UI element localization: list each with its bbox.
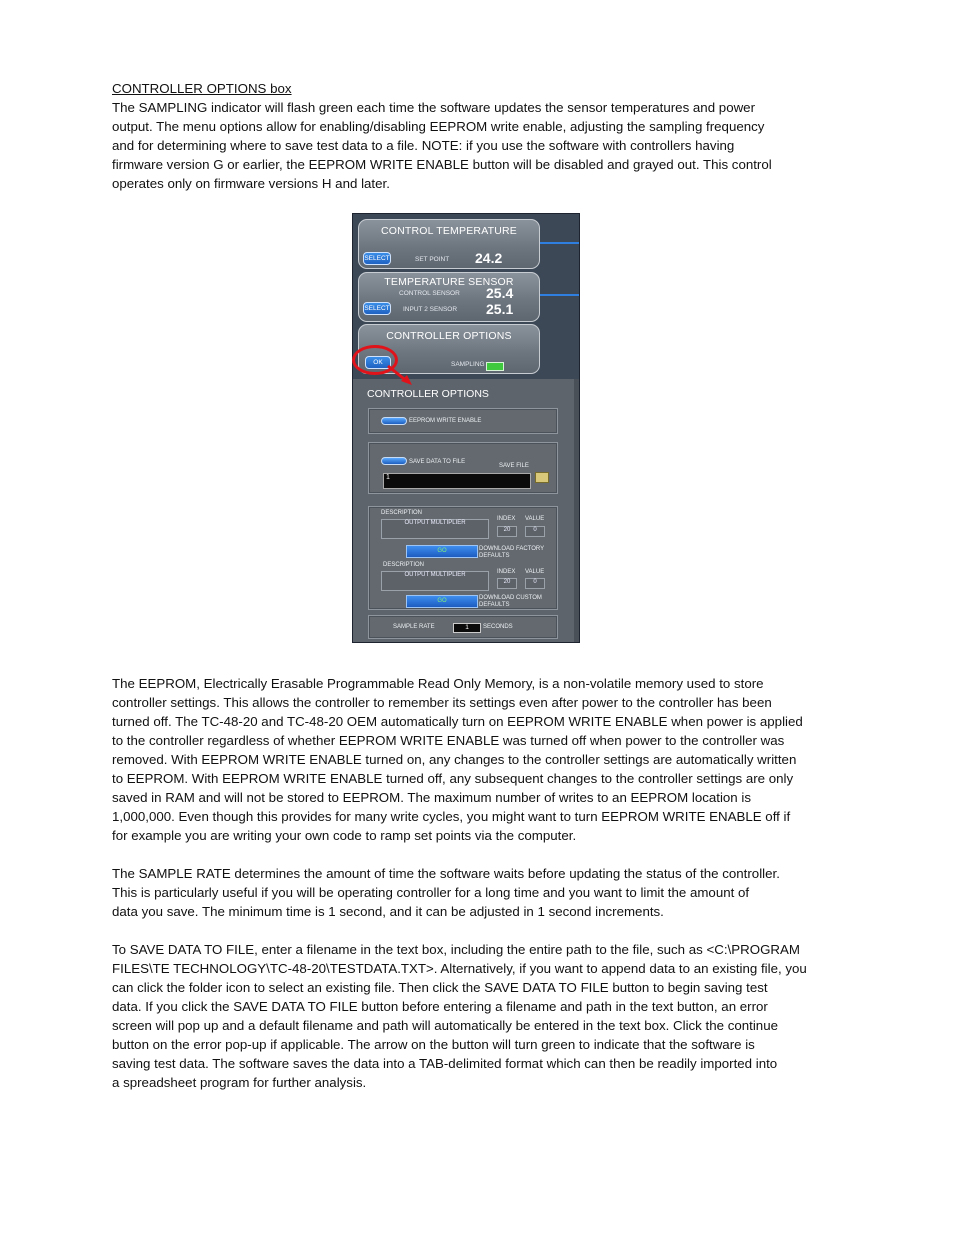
control-temperature-panel bbox=[358, 219, 540, 269]
paragraph-line: saving test data. The software saves the data into a TAB-delimited format which can then be readily imported into bbox=[112, 1056, 778, 1071]
panel-title: CONTROLLER OPTIONS bbox=[386, 330, 512, 342]
description-label: DESCRIPTION bbox=[381, 510, 423, 516]
sample-rate-box bbox=[368, 615, 558, 639]
output-multiplier-text: OUTPUT MULTIPLIER bbox=[404, 572, 466, 578]
download-factory-defaults-label: DOWNLOAD FACTORY DEFAULTS bbox=[479, 546, 545, 559]
sample-rate-input[interactable]: 1 bbox=[453, 623, 481, 633]
value-input[interactable]: 0 bbox=[525, 526, 545, 537]
control-sensor-label: CONTROL SENSOR bbox=[399, 290, 460, 297]
save-data-paragraph bbox=[112, 940, 844, 1092]
intro-line: output. The menu options allow for enabling/disabling EEPROM write enable, adjusting the sampling frequency bbox=[112, 119, 765, 134]
input2-sensor-label: INPUT 2 SENSOR bbox=[403, 306, 458, 313]
output-multiplier-field[interactable] bbox=[381, 571, 489, 591]
description-label: DESCRIPTION bbox=[383, 562, 425, 568]
intro-line: operates only on firmware versions H and later. bbox=[112, 176, 390, 191]
section-heading: CONTROLLER OPTIONS box bbox=[112, 81, 292, 96]
select-button[interactable]: SELECT bbox=[363, 252, 391, 265]
sample-rate-paragraph bbox=[112, 864, 844, 921]
output-multiplier-box bbox=[368, 506, 558, 610]
options-title: CONTROLLER OPTIONS bbox=[367, 388, 489, 400]
paragraph-line: The EEPROM, Electrically Erasable Programmable Read Only Memory, is a non-volatile memory used to store bbox=[112, 676, 764, 691]
paragraph-line: to the controller regardless of whether EEPROM WRITE ENABLE was turned off when power to the controller was bbox=[112, 733, 785, 748]
scrollbar[interactable] bbox=[574, 379, 580, 643]
panel-title: CONTROL TEMPERATURE bbox=[380, 225, 518, 237]
paragraph-line: This is particularly useful if you will be operating controller for a long time and you want to limit the amount of bbox=[112, 885, 750, 900]
paragraph-line: data. If you click the SAVE DATA TO FILE button before entering a filename and path in the text button, an error bbox=[112, 999, 768, 1014]
intro-section bbox=[112, 79, 842, 193]
paragraph-line: To SAVE DATA TO FILE, enter a filename in the text box, including the entire path to the file, such as <C:\PROGRAM bbox=[112, 942, 800, 957]
seconds-label: SECONDS bbox=[483, 624, 513, 630]
paragraph-line: controller settings. This allows the controller to remember its settings even after power to the controller has been bbox=[112, 695, 772, 710]
paragraph-line: saved in RAM and will not be stored to EEPROM. The maximum number of writes to an EEPROM location is bbox=[112, 790, 751, 805]
save-data-label: SAVE DATA TO FILE bbox=[409, 459, 466, 465]
set-point-value: 24.2 bbox=[475, 250, 503, 266]
sampling-indicator bbox=[486, 362, 504, 371]
save-file-label: SAVE FILE bbox=[499, 463, 529, 469]
set-point-label: SET POINT bbox=[415, 256, 450, 263]
eeprom-box bbox=[368, 408, 558, 434]
download-custom-defaults-label: DOWNLOAD CUSTOM DEFAULTS bbox=[479, 595, 542, 608]
sample-rate-label: SAMPLE RATE bbox=[393, 624, 435, 630]
software-screenshot bbox=[352, 213, 580, 643]
eeprom-label: EEPROM WRITE ENABLE bbox=[409, 418, 482, 424]
paragraph-line: The SAMPLE RATE determines the amount of time the software waits before updating the status of the controller. bbox=[112, 866, 780, 881]
paragraph-line: FILES\TE TECHNOLOGY\TC-48-20\TESTDATA.TXT>. Alternatively, if you want to append data to an existing file, you bbox=[112, 961, 807, 976]
control-sensor-value: 25.4 bbox=[486, 285, 514, 301]
value-label: VALUE bbox=[525, 569, 545, 575]
input2-sensor-value: 25.1 bbox=[486, 301, 514, 317]
save-data-box bbox=[368, 442, 558, 494]
paragraph-line: turned off. The TC-48-20 and TC-48-20 OEM automatically turn on EEPROM WRITE ENABLE when power is applied bbox=[112, 714, 803, 729]
index-input[interactable]: 20 bbox=[497, 526, 517, 537]
intro-line: The SAMPLING indicator will flash green each time the software updates the sensor temperatures and power bbox=[112, 100, 756, 115]
paragraph-line: for example you are writing your own code to ramp set points via the computer. bbox=[112, 828, 577, 843]
value-label: VALUE bbox=[525, 516, 545, 522]
divider-line bbox=[539, 242, 579, 244]
intro-line: and for determining where to save test data to a file. NOTE: if you use the software with controllers having bbox=[112, 138, 735, 153]
ok-button[interactable]: OK bbox=[365, 356, 391, 369]
eeprom-paragraph bbox=[112, 674, 844, 845]
output-multiplier-field[interactable] bbox=[381, 519, 489, 539]
divider-line bbox=[539, 294, 579, 296]
go-button[interactable]: GO bbox=[406, 545, 478, 558]
temperature-sensor-panel bbox=[358, 272, 540, 322]
paragraph-line: data you save. The minimum time is 1 second, and it can be adjusted in 1 second increments. bbox=[112, 904, 664, 919]
paragraph-line: to EEPROM. With EEPROM WRITE ENABLE turned off, any subsequent changes to the controller settings are only bbox=[112, 771, 794, 786]
select-button[interactable]: SELECT bbox=[363, 302, 391, 315]
index-label: INDEX bbox=[497, 569, 516, 575]
panel-title: TEMPERATURE SENSOR bbox=[384, 276, 514, 288]
paragraph-line: button on the error pop-up if applicable. The arrow on the button will turn green to indicate that the software is bbox=[112, 1037, 755, 1052]
value-input[interactable]: 0 bbox=[525, 578, 545, 589]
paragraph-line: can click the folder icon to select an existing file. Then click the SAVE DATA TO FILE button to begin saving test bbox=[112, 980, 768, 995]
output-multiplier-text: OUTPUT MULTIPLIER bbox=[404, 520, 466, 526]
paragraph-line: removed. With EEPROM WRITE ENABLE turned on, any changes to the controller settings are automatically written bbox=[112, 752, 797, 767]
save-data-toggle[interactable] bbox=[381, 457, 407, 465]
index-label: INDEX bbox=[497, 516, 516, 522]
paragraph-line: screen will pop up and a default filename and path will automatically be entered in the text box. Click the continue bbox=[112, 1018, 778, 1033]
paragraph-line: 1,000,000. Even though this provides for many write cycles, you might want to turn EEPROM WRITE ENABLE off if bbox=[112, 809, 791, 824]
folder-icon[interactable] bbox=[535, 472, 549, 483]
annotation-arrow bbox=[380, 360, 420, 390]
eeprom-write-enable-toggle[interactable] bbox=[381, 417, 407, 425]
go-button[interactable]: GO bbox=[406, 595, 478, 608]
intro-line: firmware version G or earlier, the EEPROM WRITE ENABLE button will be disabled and grayed out. This control bbox=[112, 157, 772, 172]
index-input[interactable]: 20 bbox=[497, 578, 517, 589]
paragraph-line: a spreadsheet program for further analysis. bbox=[112, 1075, 367, 1090]
sampling-label: SAMPLING bbox=[451, 361, 485, 368]
file-path-input[interactable]: 1 bbox=[383, 473, 531, 489]
